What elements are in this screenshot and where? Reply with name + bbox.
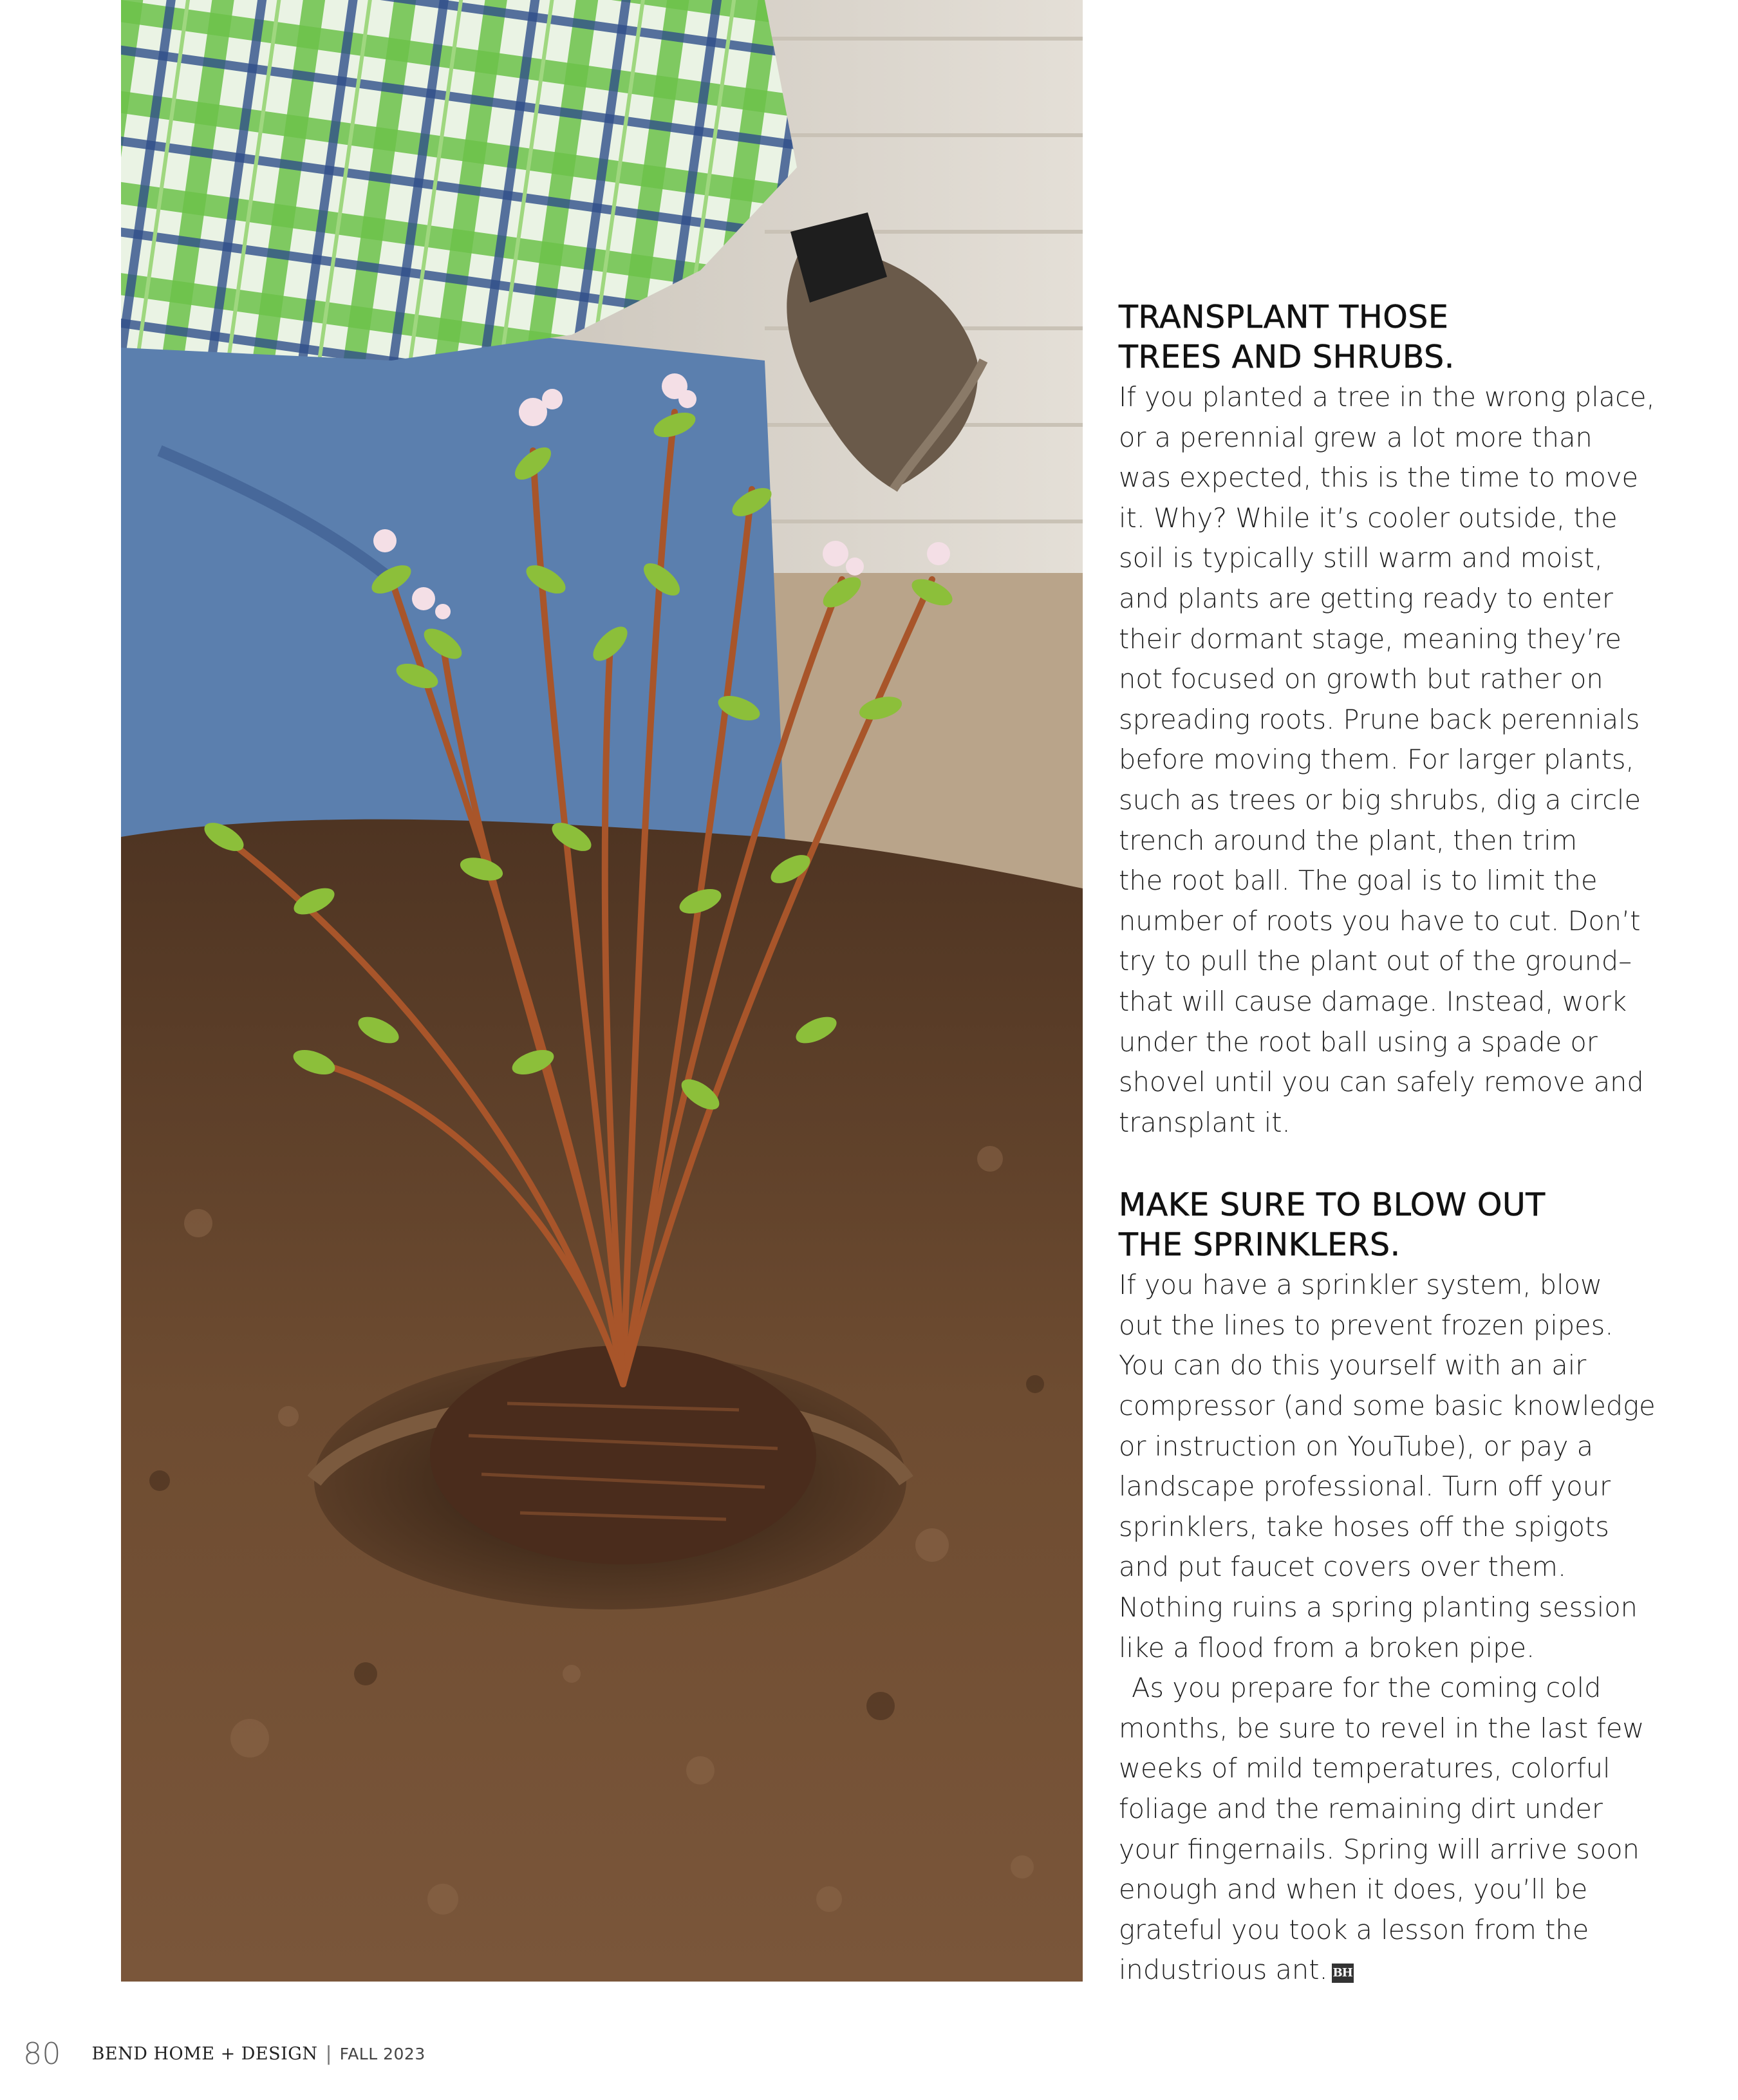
- text-line: landscape professional. Turn off your: [1119, 1470, 1611, 1503]
- heading-line: TREES AND SHRUBS.: [1119, 339, 1455, 375]
- heading-line: THE SPRINKLERS.: [1119, 1226, 1401, 1264]
- text-line: not focused on growth but rather on: [1119, 663, 1603, 695]
- end-mark-logo: BH: [1332, 1964, 1354, 1983]
- text-line: foliage and the remaining dirt under: [1119, 1793, 1603, 1824]
- issue-label: FALL 2023: [339, 2044, 425, 2063]
- magazine-name: BEND HOME + DESIGN: [91, 2043, 318, 2064]
- text-line: Nothing ruins a spring planting session: [1119, 1591, 1638, 1624]
- footer-separator: |: [325, 2042, 332, 2065]
- heading-line: TRANSPLANT THOSE: [1119, 299, 1449, 335]
- text-line: As you prepare for the coming cold: [1132, 1672, 1602, 1704]
- section-gap: [1119, 1143, 1582, 1185]
- text-line: months, be sure to revel in the last few: [1119, 1712, 1645, 1744]
- text-line: and plants are getting ready to enter: [1119, 582, 1613, 614]
- text-line: try to pull the plant out of the ground–: [1119, 945, 1632, 977]
- text-line: under the root ball using a spade or: [1119, 1026, 1598, 1058]
- text-line: You can do this yourself with an air: [1119, 1349, 1587, 1382]
- text-line: that will cause damage. Instead, work: [1119, 985, 1627, 1017]
- text-line: your fingernails. Spring will arrive soon: [1119, 1833, 1640, 1865]
- page-footer: [23, 2034, 425, 2073]
- text-line: before moving them. For larger plants,: [1119, 744, 1634, 776]
- text-line: was expected, this is the time to move: [1119, 462, 1639, 494]
- text-line: their dormant stage, meaning they’re: [1119, 623, 1621, 655]
- text-line: industrious ant.: [1119, 1954, 1328, 1986]
- text-line: it. Why? While it’s cooler outside, the: [1119, 502, 1618, 534]
- text-line: soil is typically still warm and moist,: [1119, 542, 1603, 574]
- text-line: If you have a sprinkler system, blow: [1119, 1269, 1602, 1301]
- text-line: or instruction on YouTube), or pay a: [1119, 1430, 1594, 1462]
- text-line: sprinklers, take hoses off the spigots: [1119, 1510, 1609, 1542]
- text-line: and put faucet covers over them.: [1119, 1551, 1567, 1583]
- article-column: [1119, 297, 1656, 1991]
- text-line: spreading roots. Prune back perennials: [1119, 703, 1640, 735]
- text-line: like a flood from a broken pipe.: [1119, 1631, 1535, 1664]
- paragraph-transplant: [1119, 377, 1655, 1143]
- heading-line: MAKE SURE TO BLOW OUT: [1119, 1186, 1546, 1224]
- section-heading-sprinklers: [1119, 1185, 1582, 1265]
- paragraph-sprinklers: [1119, 1265, 1656, 1991]
- text-line: weeks of mild temperatures, colorful: [1119, 1752, 1611, 1785]
- text-line: or a perennial grew a lot more than: [1119, 421, 1593, 453]
- text-line: number of roots you have to cut. Don’t: [1119, 905, 1641, 937]
- text-line: compressor (and some basic knowledge: [1119, 1390, 1656, 1422]
- text-line: grateful you took a lesson from the: [1119, 1913, 1589, 1945]
- shrub-transplant-photo: [121, 0, 1083, 1982]
- text-line: transplant it.: [1119, 1106, 1291, 1138]
- text-line: If you planted a tree in the wrong place,: [1119, 381, 1655, 413]
- text-line: the root ball. The goal is to limit the: [1119, 865, 1598, 897]
- page-number: 80: [23, 2036, 61, 2071]
- last-text-line: [1119, 1950, 1582, 1991]
- text-line: enough and when it does, you’ll be: [1119, 1873, 1588, 1906]
- text-line: trench around the plant, then trim: [1119, 824, 1578, 856]
- section-heading-transplant: [1119, 297, 1582, 377]
- text-line: out the lines to prevent frozen pipes.: [1119, 1309, 1614, 1341]
- photo-illustration: [121, 0, 1083, 1982]
- text-line: such as trees or big shrubs, dig a circle: [1119, 783, 1641, 816]
- text-line: shovel until you can safely remove and: [1119, 1066, 1644, 1098]
